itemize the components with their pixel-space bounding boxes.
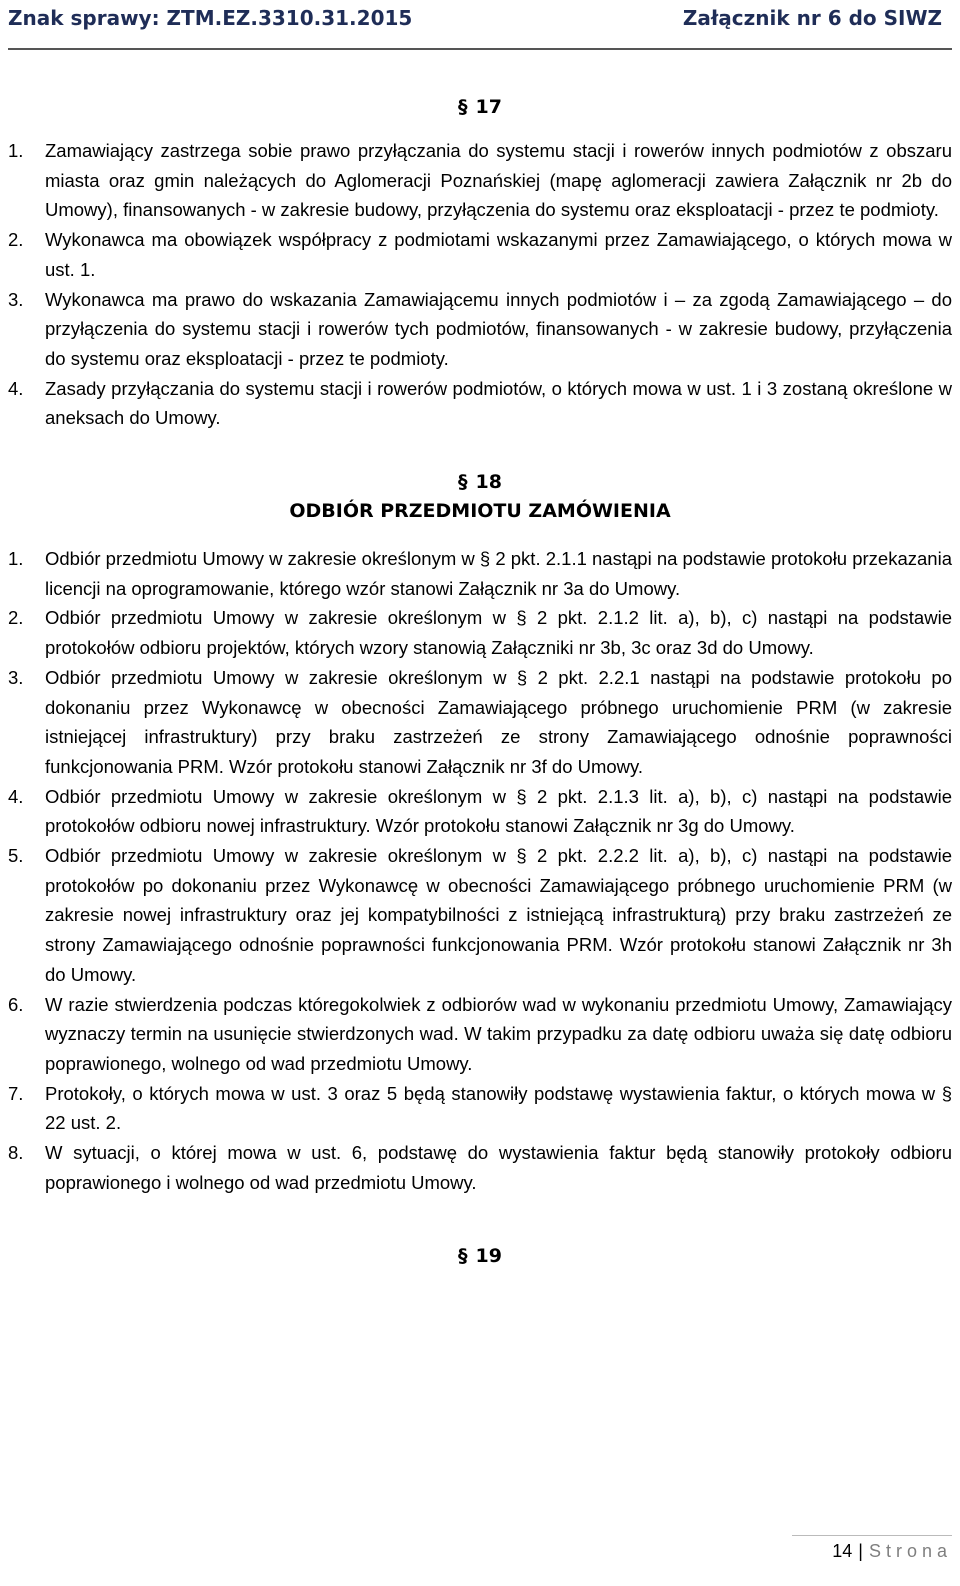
page-header — [8, 0, 952, 50]
list-item — [8, 544, 952, 603]
list-item — [8, 285, 952, 374]
section-18-list — [8, 544, 952, 1197]
page-label: Strona — [868, 1541, 952, 1561]
section-title: ODBIÓR PRZEDMIOTU ZAMÓWIENIA — [289, 500, 671, 523]
section-17-list — [8, 136, 952, 433]
list-item — [8, 782, 952, 841]
item-text: Zamawiający zastrzega sobie prawo przyłączania do systemu stacji i rowerów innych podmiotów z obszaru miasta oraz gmin należących do Aglomeracji Poznańskiej (mapę aglomeracji zawiera Załącznik nr 2b do Umowy), finansowanych - w zakresie budowy, przyłączenia do systemu oraz eksploatacji - przez te podmioty. — [45, 140, 952, 221]
item-number: 1. — [8, 140, 24, 161]
item-text: Odbiór przedmiotu Umowy w zakresie określonym w § 2 pkt. 2.2.1 nastąpi na podstawie protokołu po dokonaniu przez Wykonawcę w obecności Zamawiającego próbnego uruchomienie PRM (w zakresie istniejącej infrastruktury) przy braku zastrzeżeń ze strony Zamawiającego odnośnie poprawności funkcjonowania PRM. Wzór protokołu stanowi Załącznik nr 3f do Umowy. — [45, 666, 952, 777]
item-text: Odbiór przedmiotu Umowy w zakresie określonym w § 2 pkt. 2.1.1 nastąpi na podstawie protokołu przekazania licencji na oprogramowanie, którego wzór stanowi Załącznik nr 3a do Umowy. — [45, 548, 952, 599]
item-number: 3. — [8, 288, 24, 310]
document-body — [8, 48, 952, 1270]
item-text: W sytuacji, o której mowa w ust. 6, podstawę do wystawienia faktur będą stanowiły protokoły odbioru poprawionego i wolnego od wad przedmiotu Umowy. — [45, 1142, 952, 1193]
list-item — [8, 225, 952, 284]
item-number: 4. — [8, 785, 24, 807]
section-sign: § — [458, 96, 468, 118]
item-text: Wykonawca ma obowiązek współpracy z podmiotami wskazanymi przez Zamawiającego, o których mowa w ust. 1. — [45, 229, 952, 280]
list-item — [8, 663, 952, 782]
list-item — [8, 841, 952, 990]
item-text: Odbiór przedmiotu Umowy w zakresie określonym w § 2 pkt. 2.1.2 lit. a), b), c) nastąpi na podstawie protokołów odbioru projektów, których wzory stanowią Załączniki nr 3b, 3c oraz 3d do Umowy. — [45, 607, 952, 659]
section-heading — [8, 468, 952, 496]
section-number: 18 — [475, 471, 502, 494]
item-text: Wykonawca ma prawo do wskazania Zamawiającemu innych podmiotów i – za zgodą Zamawiającego – do przyłączenia do systemu stacji i rowerów tych podmiotów, finansowanych - w zakresie budowy, przyłączenia do systemu oraz eksploatacji - przez te podmioty. — [45, 288, 952, 369]
list-item — [8, 136, 952, 225]
item-number: 2. — [8, 607, 24, 629]
list-item — [8, 1079, 952, 1138]
footer-separator: | — [858, 1541, 863, 1561]
item-number: 5. — [8, 845, 24, 867]
item-number: 6. — [8, 993, 24, 1015]
list-item — [8, 374, 952, 433]
item-text: Protokoły, o których mowa w ust. 3 oraz 5 będą stanowiły podstawę wystawienia faktur, o których mowa w § 22 ust. 2. — [45, 1082, 952, 1134]
section-sign: § — [458, 471, 468, 494]
section-19 — [8, 1198, 952, 1270]
section-17 — [8, 48, 952, 433]
section-heading — [8, 93, 952, 121]
list-item — [8, 603, 952, 662]
item-text: W razie stwierdzenia podczas któregokolwiek z odbiorów wad w wykonaniu przedmiotu Umowy, Zamawiający wyznaczy termin na usunięcie stwierdzonych wad. W takim przypadku za datę odbioru uważa się datę odbioru poprawionego, wolnego od wad przedmiotu Umowy. — [45, 993, 952, 1074]
item-number: 2. — [8, 229, 24, 251]
section-sign: § — [458, 1244, 468, 1267]
item-text: Zasady przyłączania do systemu stacji i rowerów podmiotów, o których mowa w ust. 1 i 3 zostaną określone w aneksach do Umowy. — [45, 377, 952, 429]
list-item — [8, 1138, 952, 1197]
section-number: 19 — [475, 1244, 502, 1267]
list-item — [8, 990, 952, 1079]
item-number: 4. — [8, 377, 24, 399]
section-heading — [8, 1242, 952, 1270]
item-number: 3. — [8, 666, 24, 688]
case-number: Znak sprawy: ZTM.EZ.3310.31.2015 — [8, 6, 413, 30]
item-number: 7. — [8, 1082, 24, 1104]
page-footer — [792, 1535, 952, 1566]
item-number: 1. — [8, 548, 24, 570]
item-number: 8. — [8, 1142, 24, 1164]
item-text: Odbiór przedmiotu Umowy w zakresie określonym w § 2 pkt. 2.1.3 lit. a), b), c) nastąpi na podstawie protokołów odbioru nowej infrastruktury. Wzór protokołu stanowi Załącznik nr 3g do Umowy. — [45, 785, 952, 837]
section-18 — [8, 433, 952, 1197]
item-text: Odbiór przedmiotu Umowy w zakresie określonym w § 2 pkt. 2.2.2 lit. a), b), c) nastąpi na podstawie protokołów po dokonaniu przez Wykonawcę w obecności Zamawiającego próbnego uruchomienie PRM (w zakresie nowej infrastruktury oraz jej kompatybilności z istniejącą infrastrukturą) przy braku zastrzeżeń ze strony Zamawiającego odnośnie poprawności funkcjonowania PRM. Wzór protokołu stanowi Załącznik nr 3h do Umowy. — [45, 845, 952, 985]
page-number: 14 — [832, 1541, 853, 1561]
attachment-label: Załącznik nr 6 do SIWZ — [682, 6, 942, 30]
section-number: 17 — [475, 96, 502, 118]
